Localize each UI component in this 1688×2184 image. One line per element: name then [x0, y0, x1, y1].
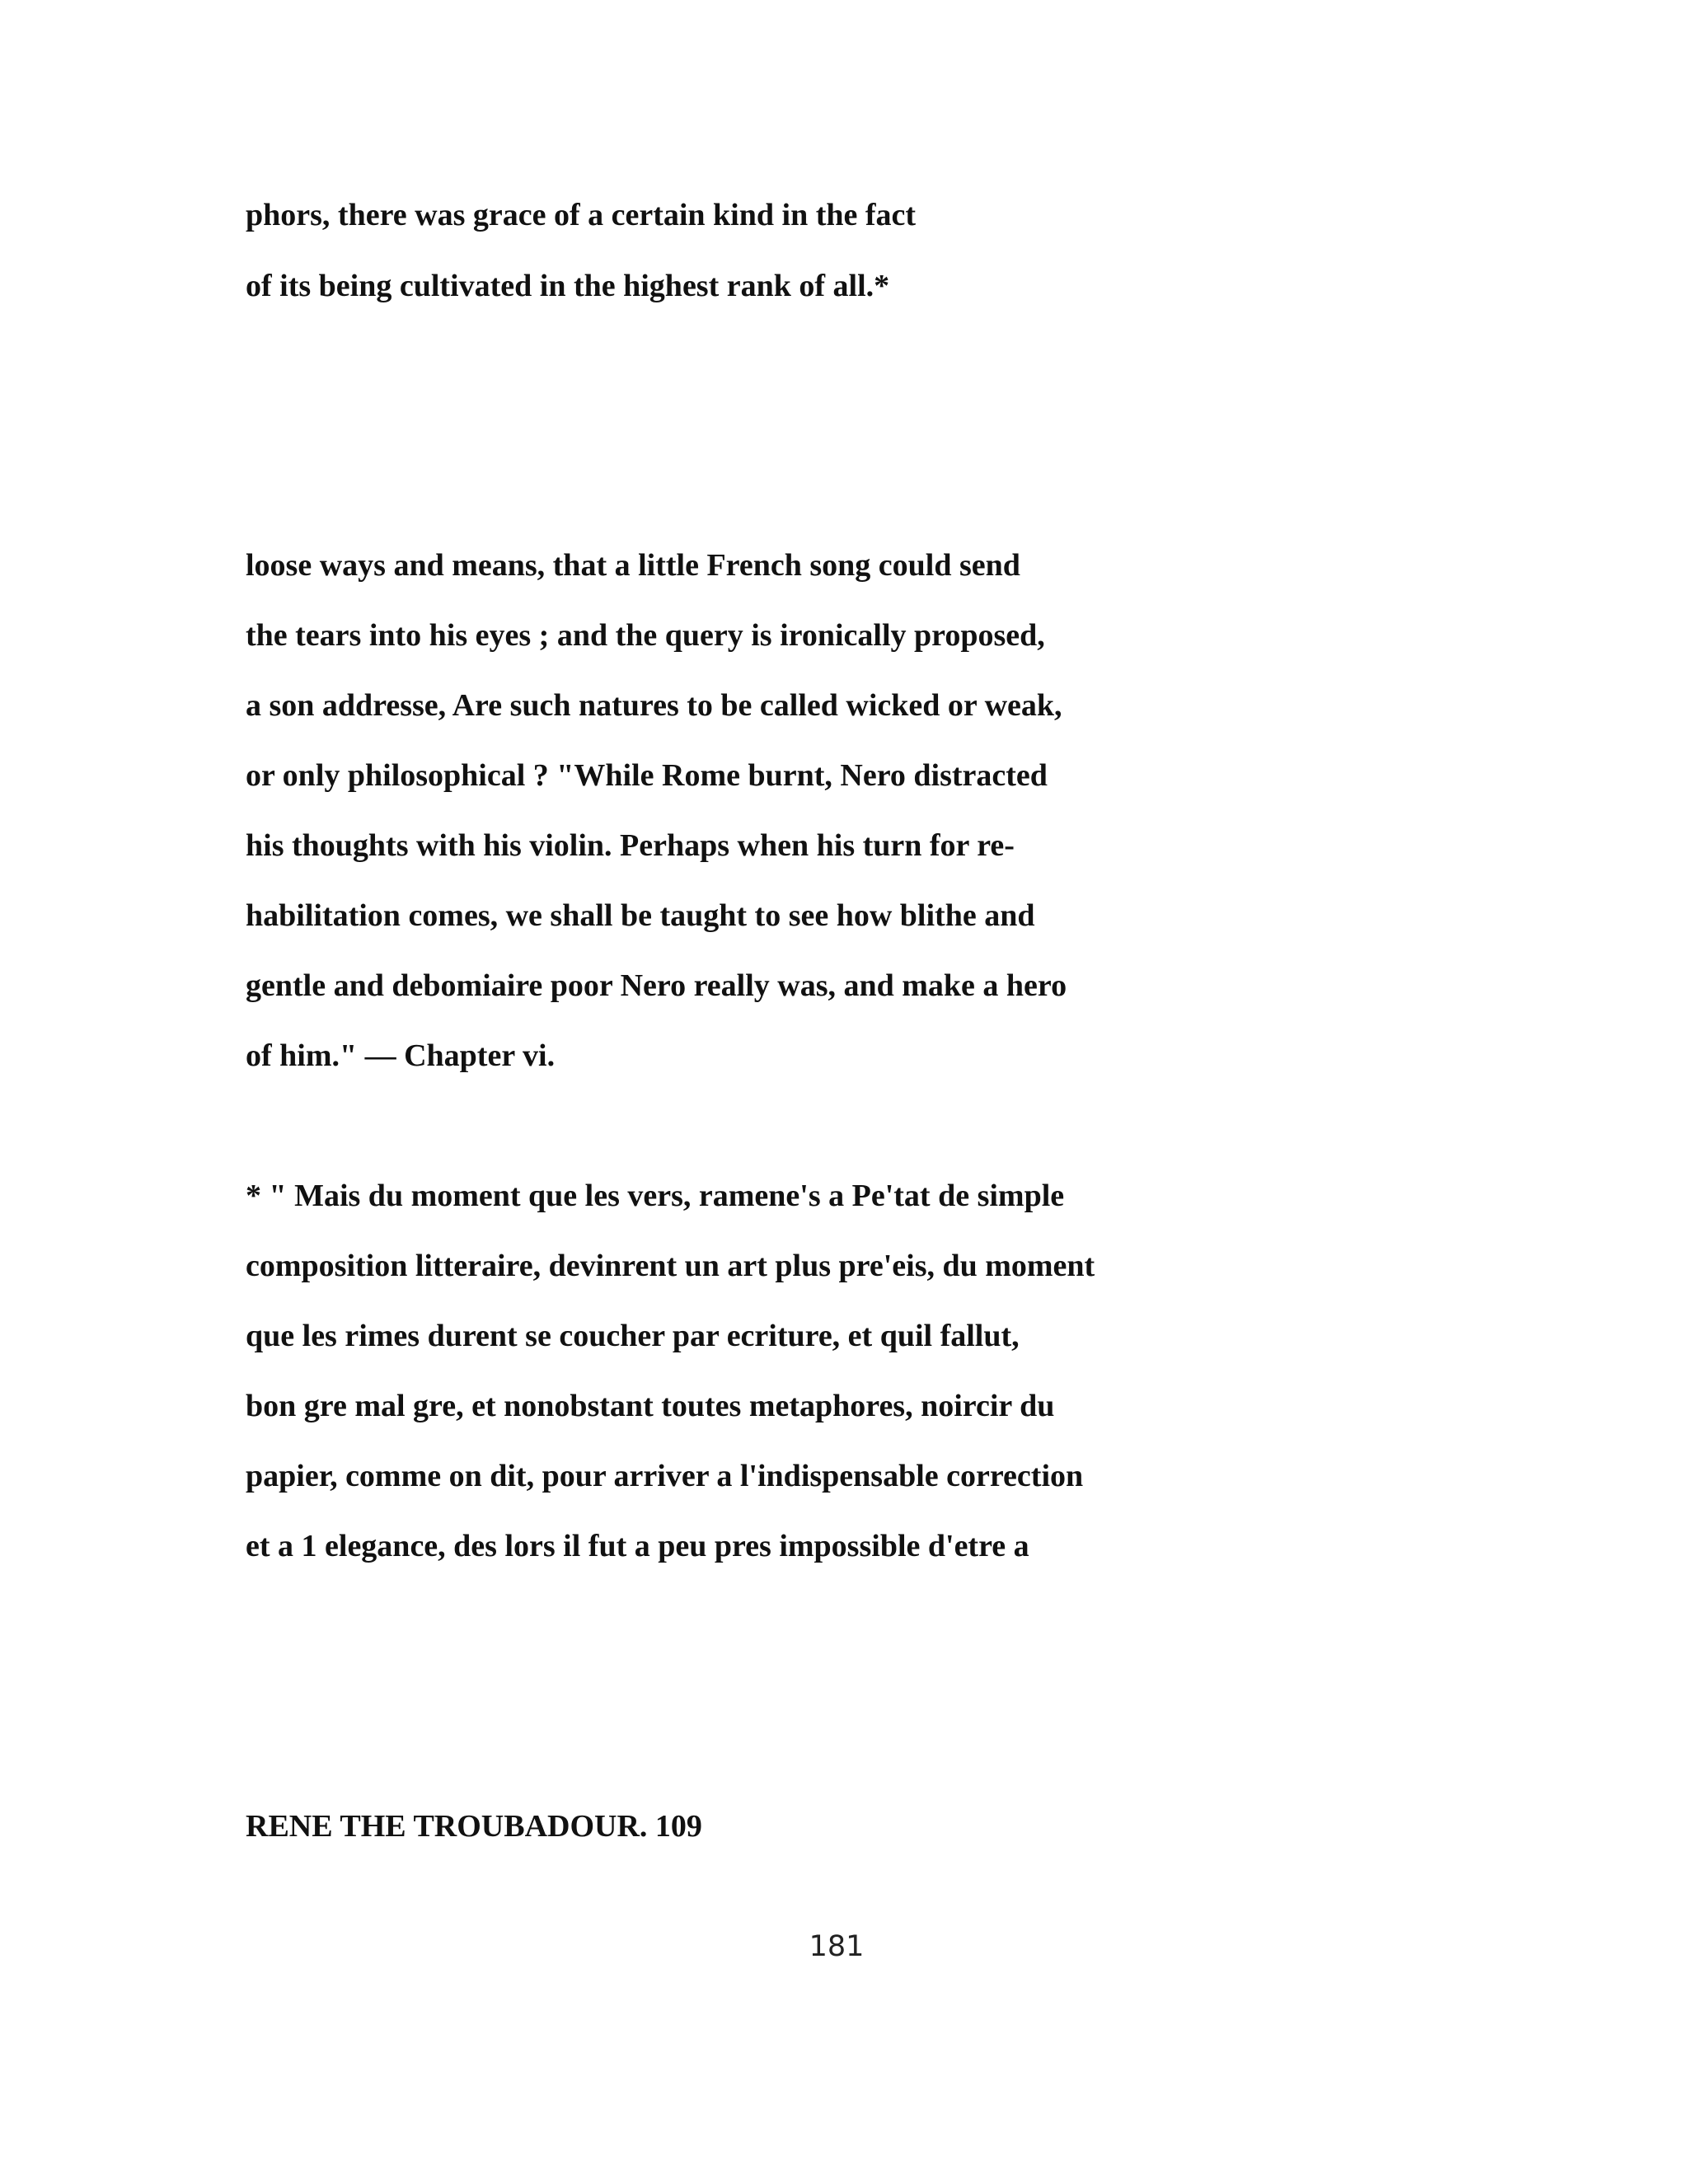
- footnote-line: * " Mais du moment que les vers, ramene's a Pe'tat de simple: [246, 1179, 1065, 1213]
- footnote-line: composition litteraire, devinrent un art plus pre'eis, du moment: [246, 1249, 1095, 1283]
- text-line: habilitation comes, we shall be taught to see how blithe and: [246, 898, 1035, 933]
- footnote-line: bon gre mal gre, et nonobstant toutes metaphores, noircir du: [246, 1389, 1055, 1423]
- running-header: RENE THE TROUBADOUR. 109: [246, 1809, 702, 1844]
- text-line: loose ways and means, that a little French song could send: [246, 548, 1020, 583]
- text-line: phors, there was grace of a certain kind in the fact: [246, 198, 917, 232]
- footnote-line: que les rimes durent se coucher par ecriture, et quil fallut,: [246, 1319, 1020, 1353]
- page-number: 181: [809, 1930, 865, 1963]
- text-line: of its being cultivated in the highest rank of all.*: [246, 269, 890, 303]
- text-line: or only philosophical ? "While Rome burnt, Nero distracted: [246, 758, 1048, 793]
- text-line: his thoughts with his violin. Perhaps when his turn for re-: [246, 828, 1015, 863]
- text-line: a son addresse, Are such natures to be called wicked or weak,: [246, 688, 1062, 723]
- footnote-line: papier, comme on dit, pour arriver a l'indispensable correction: [246, 1459, 1084, 1493]
- footnote-line: et a 1 elegance, des lors il fut a peu pres impossible d'etre a: [246, 1529, 1029, 1563]
- text-line: gentle and debomiaire poor Nero really was, and make a hero: [246, 968, 1067, 1003]
- text-line: the tears into his eyes ; and the query is ironically proposed,: [246, 618, 1045, 653]
- text-line: of him." — Chapter vi.: [246, 1038, 556, 1073]
